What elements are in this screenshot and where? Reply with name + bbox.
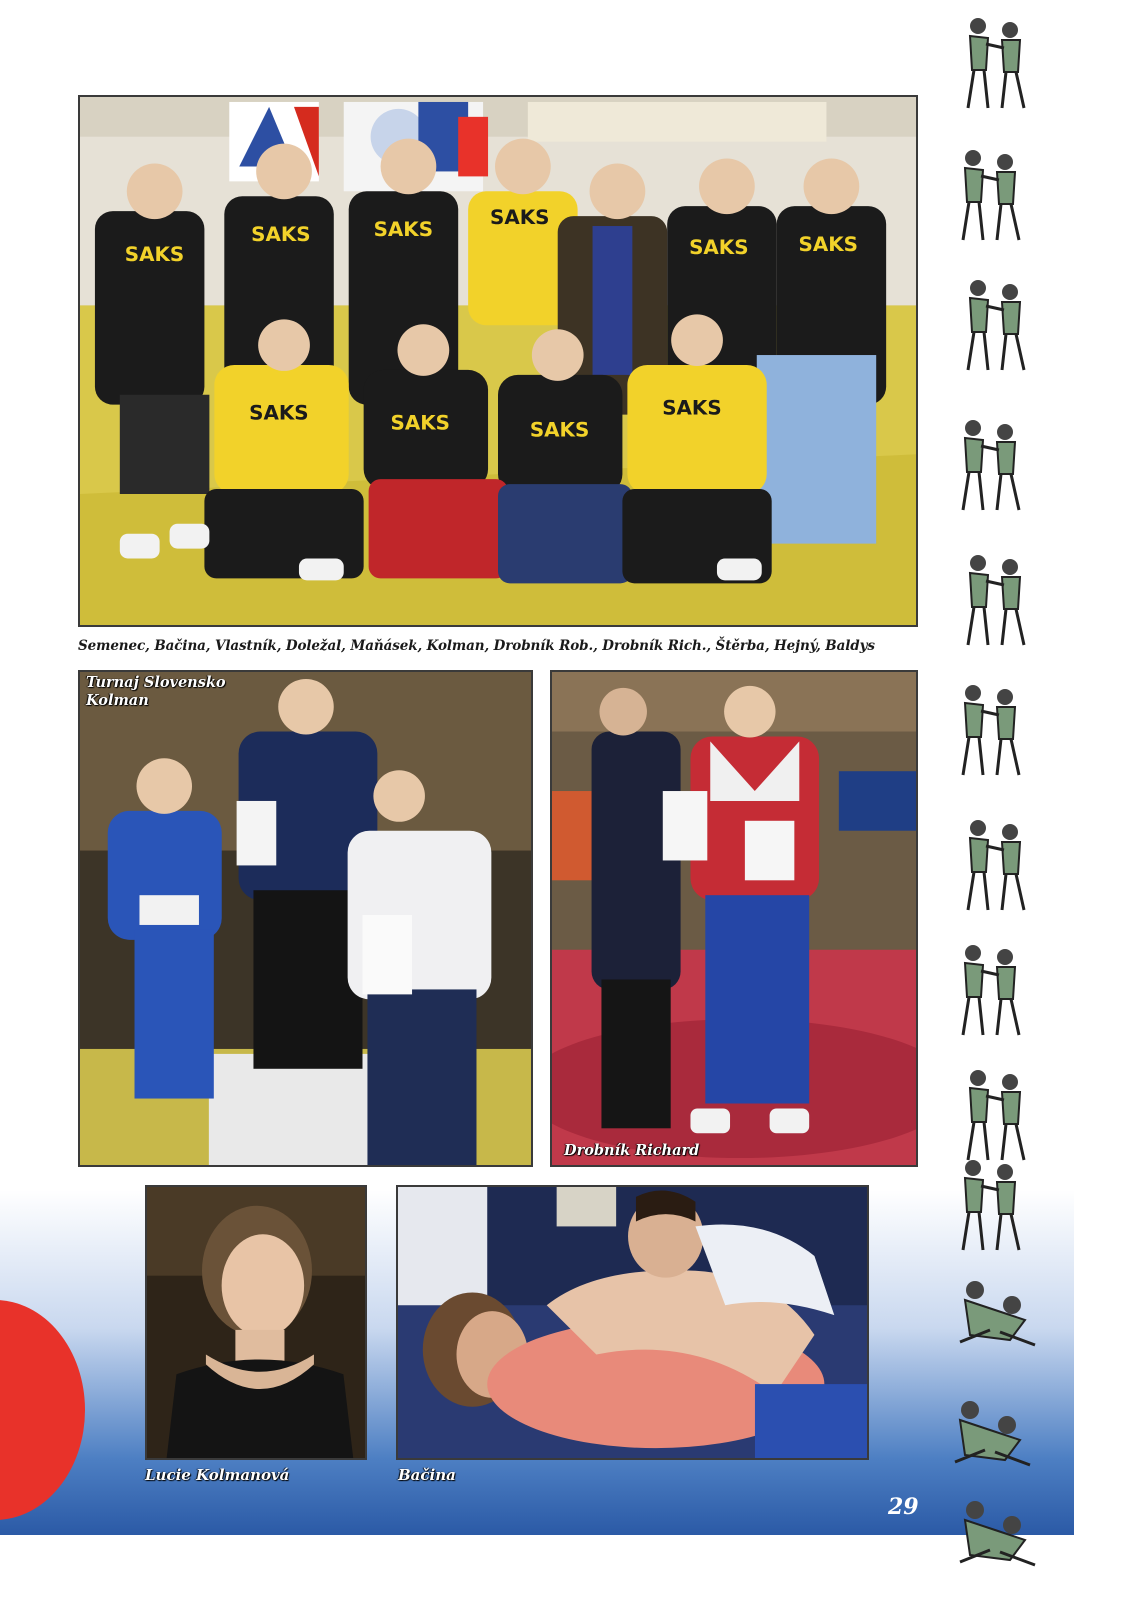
- bacina-photo: [396, 1185, 869, 1460]
- shirt-logo-text: SAKS: [490, 206, 550, 230]
- shirt-logo-text: SAKS: [124, 242, 185, 266]
- shirt-logo-text: SAKS: [798, 232, 859, 256]
- shirt-logo-text: SAKS: [251, 222, 311, 246]
- shirt-logo-text: SAKS: [373, 217, 434, 241]
- shirt-logo-text: SAKS: [390, 411, 450, 435]
- drobnik-photo: [550, 670, 918, 1167]
- podium-caption-line1: Turnaj Slovensko: [86, 674, 226, 691]
- shirt-logo-text: SAKS: [689, 235, 749, 259]
- wrestler-sketch-icon: [940, 810, 1050, 920]
- team-photo-caption: Semenec, Bačina, Vlastník, Doležal, Maňásek, Kolman, Drobník Rob., Drobník Rich., Štěrba, Hejný, Baldys: [78, 638, 875, 654]
- lucie-caption: Lucie Kolmanová: [145, 1466, 290, 1484]
- podium-photo: [78, 670, 533, 1167]
- shirt-logo-text: SAKS: [249, 401, 309, 425]
- wrestler-sketch-icon: [935, 1150, 1045, 1260]
- page-number: 29: [888, 1494, 919, 1520]
- wrestler-sketch-icon: [940, 545, 1050, 655]
- wrestler-sketch-icon: [935, 410, 1045, 520]
- wrestler-sketch-icon: [940, 1470, 1050, 1580]
- bacina-caption: Bačina: [398, 1466, 456, 1484]
- wrestler-sketch-icon: [935, 935, 1045, 1045]
- shirt-logo-text: SAKS: [529, 418, 590, 442]
- podium-caption-line2: Kolman: [86, 692, 149, 709]
- wrestler-sketch-icon: [940, 270, 1050, 380]
- drobnik-caption: Drobník Richard: [564, 1142, 700, 1159]
- wrestler-sketch-icon: [935, 1370, 1045, 1480]
- wrestler-sketch-icon: [935, 675, 1045, 785]
- wrestler-sketch-icon: [940, 8, 1050, 118]
- wrestler-sketch-icon: [940, 1250, 1050, 1360]
- team-photo: [78, 95, 918, 627]
- shirt-logo-text: SAKS: [662, 396, 722, 420]
- lucie-photo: [145, 1185, 367, 1460]
- wrestler-sketch-icon: [935, 140, 1045, 250]
